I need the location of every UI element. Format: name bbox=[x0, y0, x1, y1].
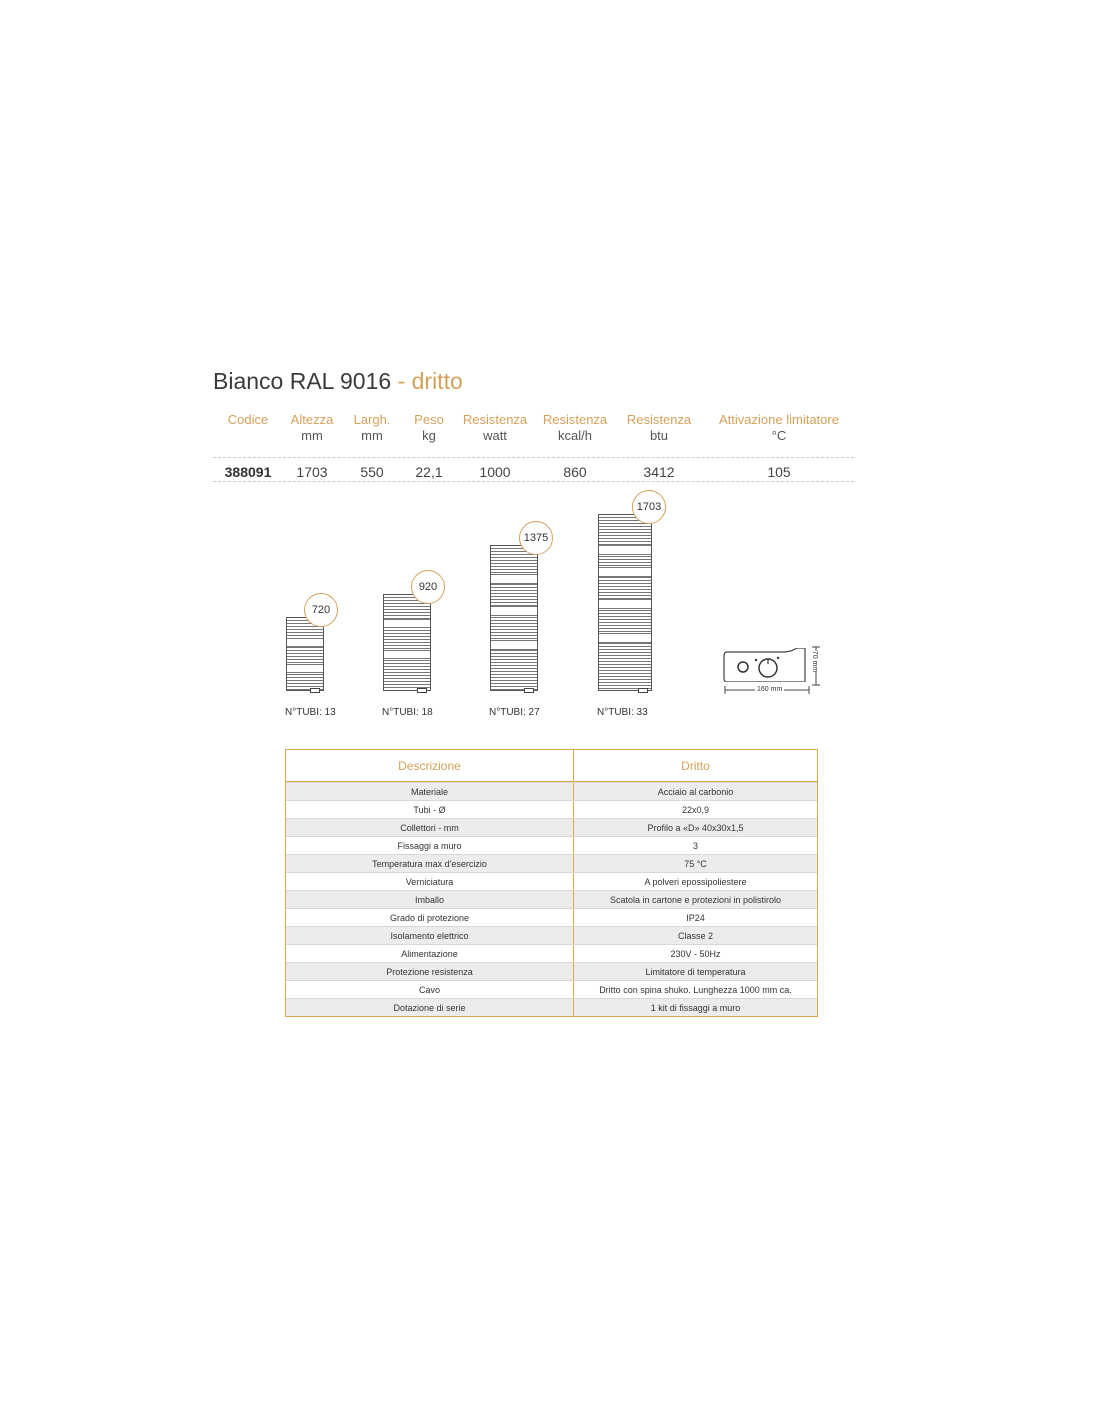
description-table bbox=[285, 749, 818, 1017]
spec-value-watt: 1000 bbox=[479, 464, 511, 480]
spec-header-unit: btu bbox=[649, 428, 669, 443]
spec-divider bbox=[213, 481, 854, 482]
row-label: Fissaggi a muro bbox=[286, 837, 574, 854]
title-main: Bianco RAL 9016 bbox=[213, 368, 392, 394]
row-label: Verniciatura bbox=[286, 873, 574, 890]
spec-value-peso: 22,1 bbox=[415, 464, 443, 480]
spec-header-label: Largh. bbox=[353, 412, 391, 427]
thermostat-width-label: 160 mm bbox=[757, 686, 783, 693]
height-badge: 1375 bbox=[519, 521, 553, 555]
radiator-gap bbox=[384, 619, 430, 628]
row-label: Imballo bbox=[286, 891, 574, 908]
table-row bbox=[286, 980, 817, 998]
row-label: Collettori - mm bbox=[286, 819, 574, 836]
table-row bbox=[286, 944, 817, 962]
tube-count-label: N°TUBI: 27 bbox=[489, 707, 540, 718]
spec-header-label: Codice bbox=[227, 412, 269, 427]
spec-value-larghezza: 550 bbox=[360, 464, 384, 480]
row-label: Isolamento elettrico bbox=[286, 927, 574, 944]
row-value: 75 °C bbox=[684, 858, 707, 869]
row-value: Scatola in cartone e protezioni in polistirolo bbox=[609, 894, 782, 905]
table-row bbox=[286, 926, 817, 944]
row-label: Materiale bbox=[286, 783, 574, 800]
spec-header-label: Peso bbox=[414, 412, 444, 427]
row-value: Limitatore di temperatura bbox=[645, 966, 746, 977]
spec-header-peso bbox=[406, 412, 452, 443]
radiator-gap bbox=[491, 606, 537, 616]
radiator-gap bbox=[599, 545, 651, 555]
row-value: IP24 bbox=[686, 912, 705, 923]
radiator-gap bbox=[599, 633, 651, 643]
spec-header-label: Resistenza bbox=[462, 412, 528, 427]
height-badge: 1703 bbox=[632, 490, 666, 524]
spec-divider bbox=[213, 457, 854, 458]
radiator-gap bbox=[287, 638, 323, 647]
row-value: 22x0,9 bbox=[681, 804, 710, 815]
radiator-gap bbox=[384, 650, 430, 659]
radiator-gap bbox=[287, 664, 323, 673]
spec-value-limitatore: 105 bbox=[767, 464, 791, 480]
spec-header-unit: mm bbox=[361, 428, 383, 443]
product-title bbox=[213, 368, 463, 395]
spec-header-unit: watt bbox=[483, 428, 507, 443]
height-badge: 920 bbox=[411, 570, 445, 604]
thermostat-height-label: 70 mm bbox=[811, 650, 819, 673]
row-value: 3 bbox=[692, 840, 698, 851]
row-label: Temperatura max d'esercizio bbox=[286, 855, 574, 872]
row-label: Tubi - Ø bbox=[286, 801, 574, 818]
radiator-gap bbox=[599, 567, 651, 577]
row-value: Dritto con spina shuko. Lunghezza 1000 mm ca. bbox=[599, 984, 792, 995]
heating-element bbox=[310, 688, 320, 693]
table-row bbox=[286, 890, 817, 908]
spec-header-codice bbox=[213, 412, 283, 428]
row-value: 230V - 50Hz bbox=[670, 948, 721, 959]
table-row bbox=[286, 818, 817, 836]
spec-header-unit: mm bbox=[301, 428, 323, 443]
spec-header-label: Resistenza bbox=[626, 412, 692, 427]
table-header-dritto: Dritto bbox=[681, 758, 710, 773]
table-header-descrizione: Descrizione bbox=[286, 750, 574, 781]
row-label: Grado di protezione bbox=[286, 909, 574, 926]
radiator-drawing bbox=[598, 514, 652, 691]
radiator-gap bbox=[491, 640, 537, 650]
row-value: A polveri epossipoliestere bbox=[644, 876, 747, 887]
table-row bbox=[286, 854, 817, 872]
thermostat-drawing bbox=[723, 648, 811, 682]
radiator-drawing bbox=[383, 594, 431, 691]
table-row bbox=[286, 836, 817, 854]
spec-header-label: Altezza bbox=[290, 412, 334, 427]
radiator-gap bbox=[599, 599, 651, 609]
row-value: 1 kit di fissaggi a muro bbox=[650, 1002, 741, 1013]
spec-header-resistenza-watt bbox=[460, 412, 530, 443]
table-row bbox=[286, 998, 817, 1016]
tube-count-label: N°TUBI: 13 bbox=[285, 707, 336, 718]
table-header-row bbox=[286, 750, 817, 782]
row-label: Dotazione di serie bbox=[286, 999, 574, 1016]
table-row bbox=[286, 962, 817, 980]
tube-count-label: N°TUBI: 18 bbox=[382, 707, 433, 718]
row-label: Cavo bbox=[286, 981, 574, 998]
row-value: Acciaio al carbonio bbox=[657, 786, 734, 797]
spec-header-unit: °C bbox=[771, 428, 787, 443]
row-label: Alimentazione bbox=[286, 945, 574, 962]
spec-header-resistenza-kcal bbox=[540, 412, 610, 443]
table-row bbox=[286, 908, 817, 926]
row-value: Profilo a «D» 40x30x1,5 bbox=[647, 822, 744, 833]
heating-element bbox=[524, 688, 534, 693]
height-badge: 720 bbox=[304, 593, 338, 627]
spec-header-larghezza bbox=[343, 412, 401, 443]
spec-header-label: Resistenza bbox=[542, 412, 608, 427]
spec-header-unit: kcal/h bbox=[558, 428, 592, 443]
tube-count-label: N°TUBI: 33 bbox=[597, 707, 648, 718]
radiator-drawing bbox=[490, 545, 538, 691]
spec-header-limitatore bbox=[709, 412, 849, 443]
table-row bbox=[286, 782, 817, 800]
spec-value-btu: 3412 bbox=[643, 464, 675, 480]
radiator-drawing bbox=[286, 617, 324, 691]
spec-header-unit: kg bbox=[422, 428, 436, 443]
spec-header-label: Attivazione limitatore bbox=[719, 412, 839, 427]
heating-element bbox=[638, 688, 648, 693]
spec-value-codice: 388091 bbox=[224, 464, 272, 480]
row-label: Protezione resistenza bbox=[286, 963, 574, 980]
spec-header-altezza bbox=[283, 412, 341, 443]
spec-header-resistenza-btu bbox=[624, 412, 694, 443]
heating-element bbox=[417, 688, 427, 693]
row-value: Classe 2 bbox=[677, 930, 713, 941]
thermostat-outline bbox=[723, 648, 811, 682]
table-row bbox=[286, 872, 817, 890]
spec-value-altezza: 1703 bbox=[296, 464, 328, 480]
table-row bbox=[286, 800, 817, 818]
radiator-gap bbox=[491, 574, 537, 584]
spec-value-kcal: 860 bbox=[563, 464, 587, 480]
title-suffix: - dritto bbox=[397, 368, 463, 394]
